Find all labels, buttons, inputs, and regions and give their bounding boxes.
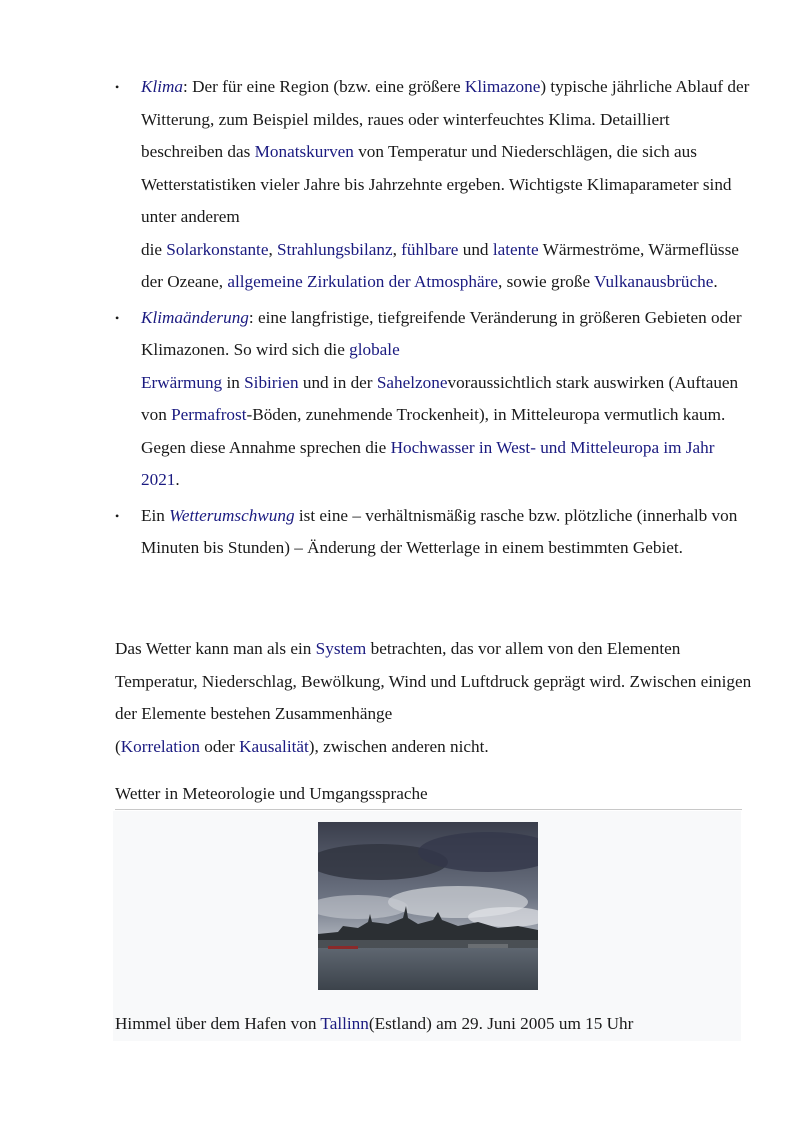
text-run: , [268,239,278,259]
text-run: . [713,272,718,291]
list-item-wetterumschwung [115,500,755,565]
text-run: Das Wetter kann man als ein [115,639,316,658]
text-run: : eine langfristige, tiefgreifende Veränderung in größeren Gebieten oder Klimazonen. So wird sich die [141,307,742,359]
inline-link[interactable]: System [315,639,367,658]
inline-link[interactable]: Korrelation [120,736,200,756]
tallinn-harbor-photo[interactable] [318,822,538,990]
text-run: Ein [141,505,170,525]
photo-illustration [318,822,538,990]
text-run: von Temperatur und Niederschlägen, die sich aus Wetterstatistiken vieler Jahre bis Jahrzehnte ergeben. Wichtigste Klimaparameter sind unter anderem [141,142,732,226]
inline-link[interactable]: Sahelzone [376,372,448,392]
text-run: Himmel über dem Hafen von [115,1014,321,1033]
inline-link[interactable]: Klima [141,77,184,96]
text-run: . [175,470,180,489]
text-run: voraussichtlich stark auswirken (Auftauen von [141,372,739,424]
list-item-klimaaenderung [115,302,755,497]
text-run: betrachten, das vor allem von den Elementen Temperatur, Niederschlag, Bewölkung, Wind und Luftdruck geprägt wird. Zwischen einigen der Elemente bestehen Zusammenhänge [115,639,752,723]
inline-link[interactable]: Strahlungsbilanz [277,239,393,259]
inline-link[interactable]: Monatskurven [254,142,354,161]
inline-link[interactable]: Hochwasser in West- und Mitteleuropa im Jahr 2021 [141,437,715,489]
text-run: und [458,239,493,259]
inline-link[interactable]: allgemeine Zirkulation der Atmosphäre [227,272,498,291]
list-item-klima [115,71,755,299]
inline-link[interactable]: Klimazone [464,77,541,96]
inline-link[interactable]: Kausalität [239,736,309,756]
text-run: Wärmeströme, Wärmeflüsse der Ozeane, [141,239,739,291]
bullet-dot: • [115,310,120,325]
body-paragraph [115,633,755,763]
inline-link[interactable]: Permafrost [171,405,247,424]
text-run: (Estland) am 29. Juni 2005 um 15 Uhr [368,1014,634,1033]
figure-caption [115,1008,633,1040]
text-run: ) typische jährliche Ablauf der Witterung, zum Beispiel mildes, raues oder winterfeuchtes Klima. Detailliert beschreiben das [141,77,750,161]
inline-link[interactable]: Solarkonstante [166,239,269,259]
inline-link[interactable]: Erwärmung [141,372,223,392]
inline-link[interactable]: Tallinn [320,1014,369,1033]
text-run: ist eine – verhältnismäßig rasche bzw. plötzliche (innerhalb von Minuten bis Stunden) – Änderung der Wetterlage in einem bestimmten Gebiet. [141,505,738,557]
text-run: die [141,239,167,259]
inline-link[interactable]: Vulkanausbrüche [594,272,714,291]
inline-link[interactable]: globale [349,340,400,359]
text-run: in [222,372,245,392]
inline-link[interactable]: Klimaänderung [141,307,249,327]
section-heading: Wetter in Meteorologie und Umgangssprache [115,781,742,810]
inline-link[interactable]: latente [492,239,539,259]
text-run: oder [199,736,240,756]
bullet-dot: • [115,508,120,523]
text-run: -Böden, zunehmende Trockenheit), in Mitteleuropa vermutlich kaum. Gegen diese Annahme sprechen die [141,405,726,457]
bullet-list [115,71,755,568]
text-run: ), zwischen anderen nicht. [308,736,489,756]
text-run: und in der [298,372,377,392]
inline-link[interactable]: fühlbare [401,239,459,259]
text-run: ( [115,736,121,756]
bullet-dot: • [115,80,120,94]
inline-link[interactable]: Wetterumschwung [169,505,295,525]
inline-link[interactable]: Sibirien [244,372,299,392]
text-run: , sowie große [497,272,595,291]
text-run: : Der für eine Region (bzw. eine größere [183,77,465,96]
text-run: , [392,239,402,259]
